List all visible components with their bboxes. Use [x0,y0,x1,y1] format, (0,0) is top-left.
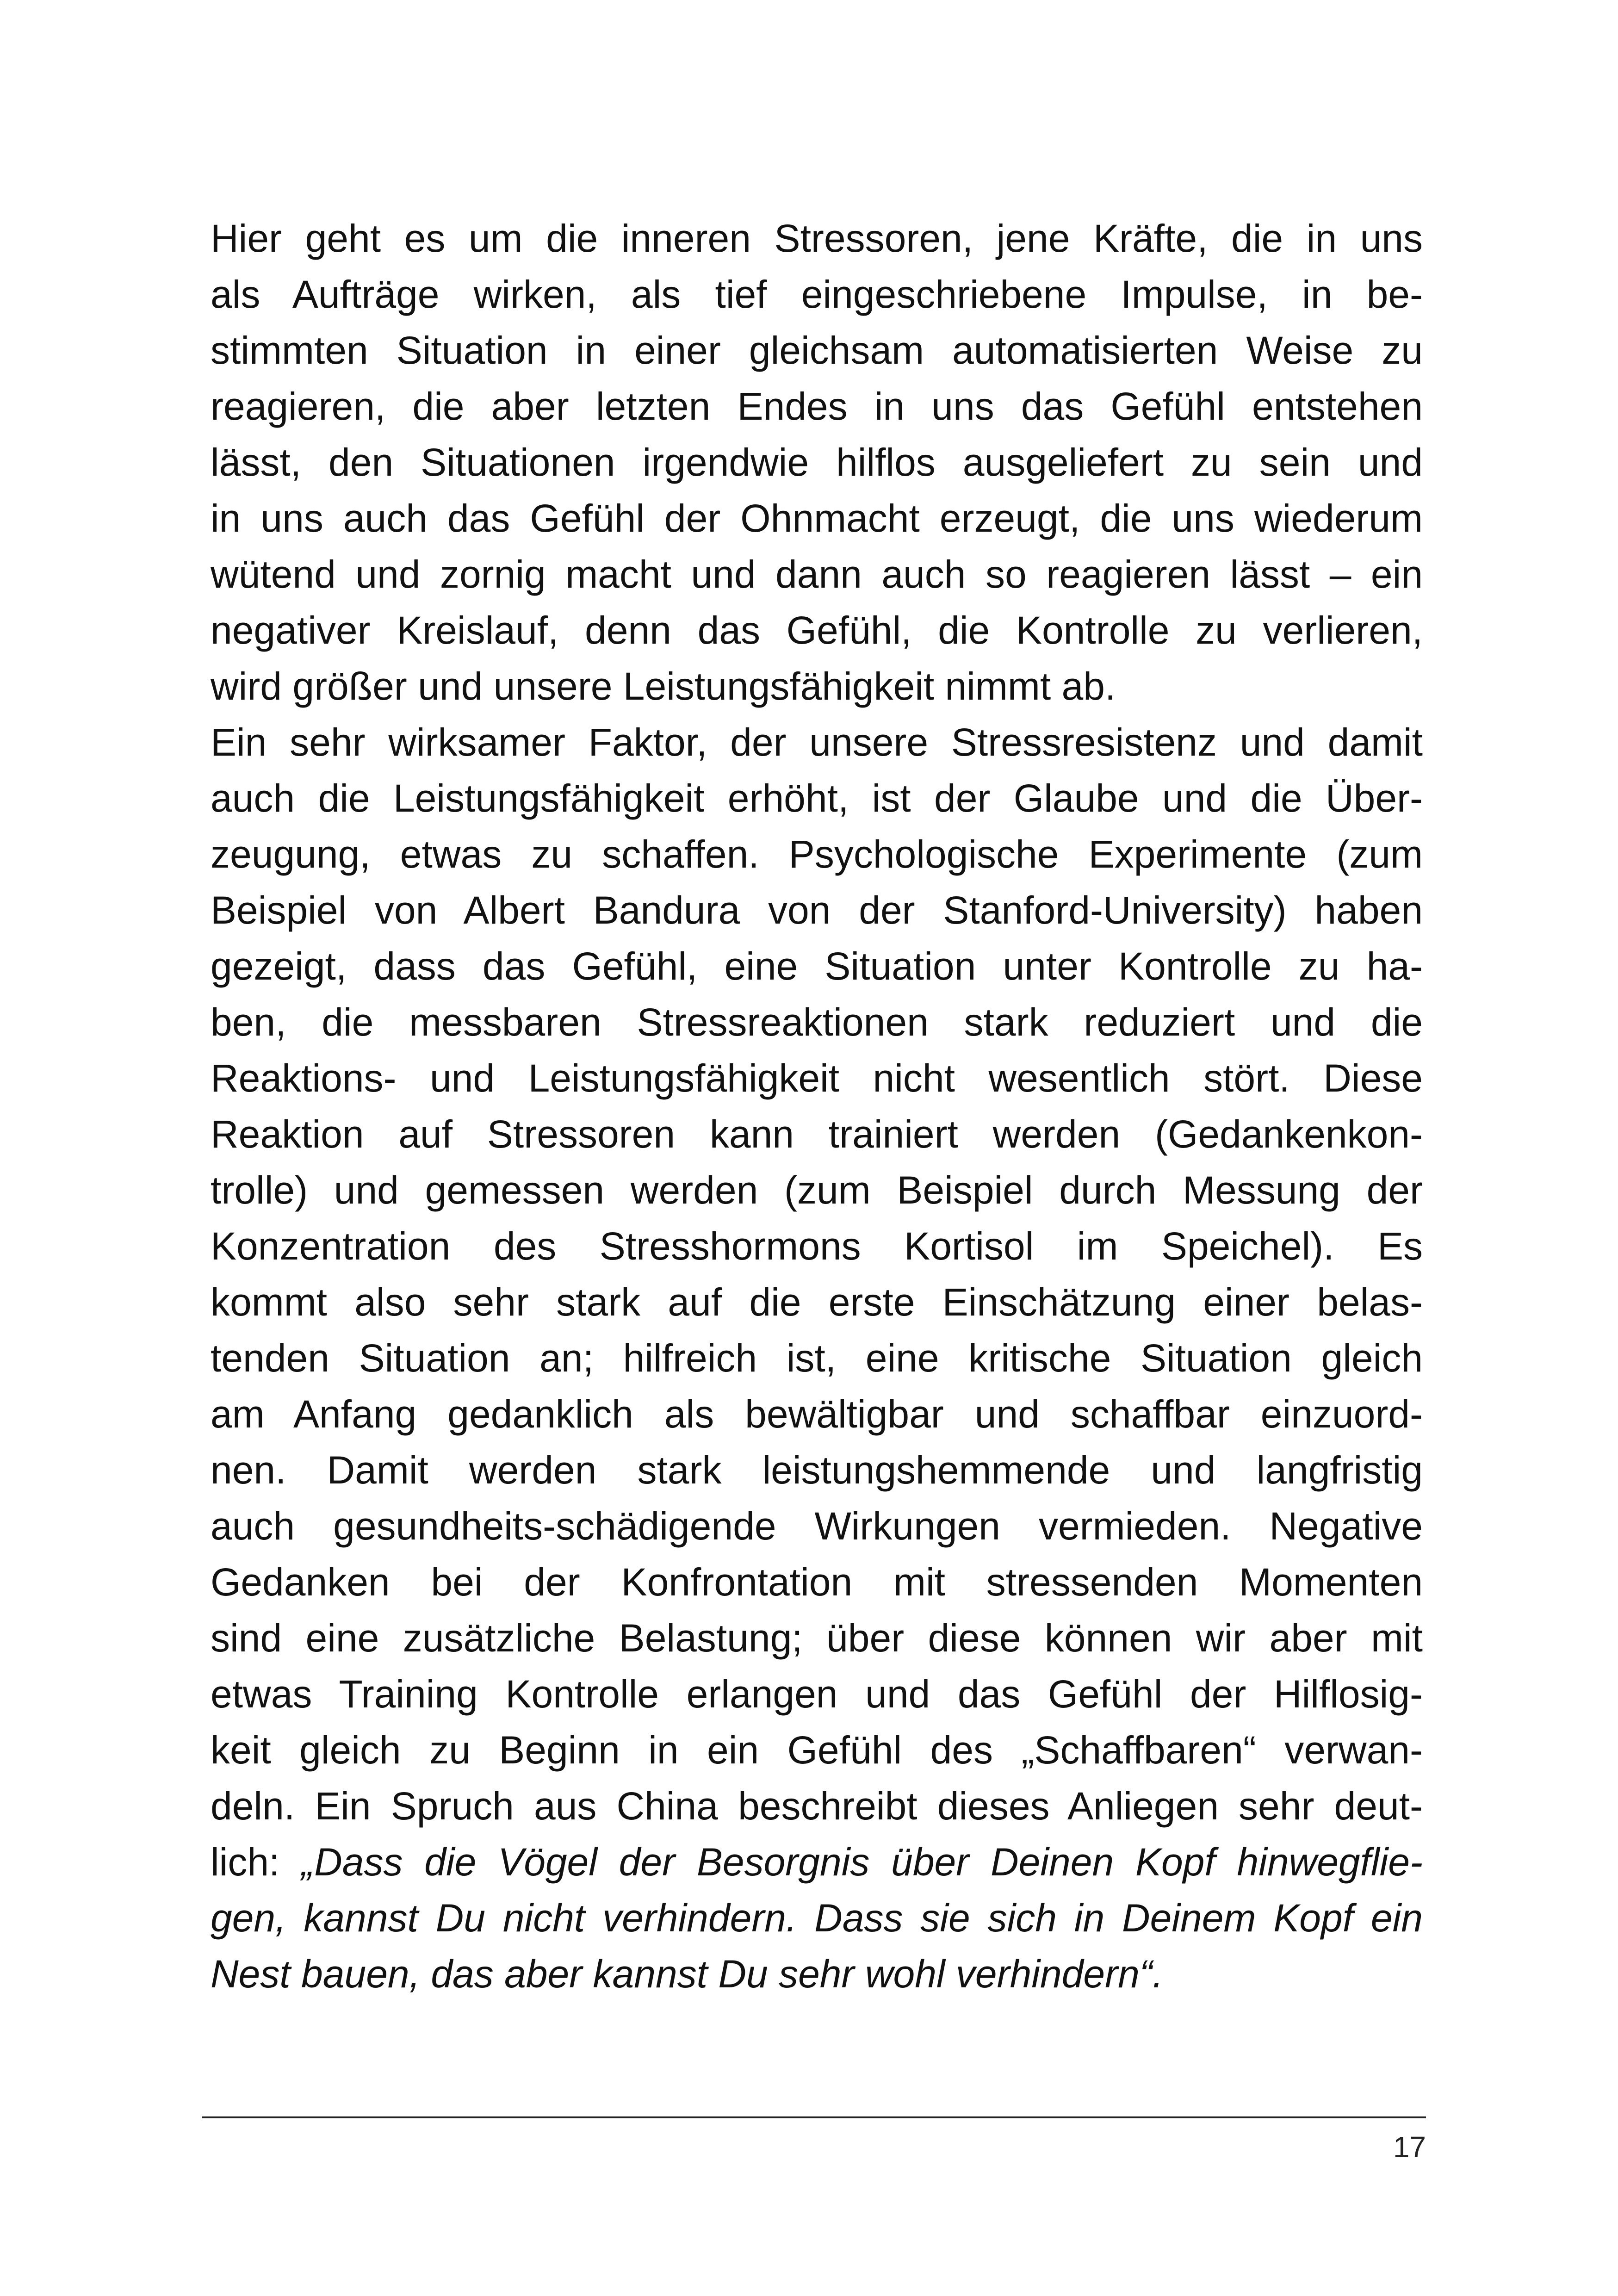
text-line: etwas Training Kontrolle erlangen und das Gefühl der Hilflosig- [211,1672,1423,1716]
text-line: auch gesundheits-schädigende Wirkungen vermieden. Negative [211,1504,1423,1548]
text-line: Reaktion auf Stressoren kann trainiert werden (Gedankenkon- [211,1112,1423,1156]
text-line: nen. Damit werden stark leistungshemmende und langfristig [211,1448,1423,1492]
page-number: 17 [1393,2130,1426,2164]
text-line: trolle) und gemessen werden (zum Beispiel durch Messung der [211,1168,1423,1212]
text-line: Hier geht es um die inneren Stressoren, jene Kräfte, die in uns [211,217,1423,260]
text-line: negativer Kreislauf, denn das Gefühl, die Kontrolle zu verlieren, [211,608,1423,652]
footer-divider [202,2116,1426,2118]
text-line: Gedanken bei der Konfrontation mit stressenden Momenten [211,1560,1423,1604]
text-line: Beispiel von Albert Bandura von der Stanford-University) haben [211,888,1423,932]
quote-text: „Dass die Vögel der Besorgnis über Deinen Kopf hinwegflie- [301,1840,1423,1884]
text-line: Konzentration des Stresshormons Kortisol im Speichel). Es [211,1224,1423,1268]
quote-line: gen, kannst Du nicht verhindern. Dass sie sich in Deinem Kopf ein [211,1896,1423,1940]
text-line: wütend und zornig macht und dann auch so reagieren lässt – ein [211,552,1423,596]
body-text [211,211,1423,2002]
text-line: auch die Leistungsfähigkeit erhöht, ist der Glaube und die Über- [211,776,1423,820]
text-line: sind eine zusätzliche Belastung; über diese können wir aber mit [211,1616,1423,1660]
text-line: keit gleich zu Beginn in ein Gefühl des „Schaffbaren“ verwan- [211,1728,1423,1772]
quote-first-line [211,1834,1423,1890]
text-line: ben, die messbaren Stressreaktionen stark reduziert und die [211,1000,1423,1044]
text-line: zeugung, etwas zu schaffen. Psychologische Experimente (zum [211,832,1423,876]
text-line: als Aufträge wirken, als tief eingeschriebene Impulse, in be- [211,273,1423,316]
text-line: wird größer und unsere Leistungsfähigkeit nimmt ab. [211,664,1116,708]
text-line: gezeigt, dass das Gefühl, eine Situation unter Kontrolle zu ha- [211,944,1423,988]
text-line: lässt, den Situationen irgendwie hilflos ausgeliefert zu sein und [211,441,1423,484]
quote-prefix: lich: [211,1840,302,1884]
text-line: am Anfang gedanklich als bewältigbar und schaffbar einzuord- [211,1392,1423,1436]
text-line: deln. Ein Spruch aus China beschreibt dieses Anliegen sehr deut- [211,1784,1423,1828]
text-line: Reaktions- und Leistungsfähigkeit nicht wesentlich stört. Diese [211,1056,1423,1100]
text-line: kommt also sehr stark auf die erste Einschätzung einer belas- [211,1280,1423,1324]
text-line: stimmten Situation in einer gleichsam automatisierten Weise zu [211,329,1423,372]
text-line: in uns auch das Gefühl der Ohnmacht erzeugt, die uns wiederum [211,496,1423,540]
text-line: Ein sehr wirksamer Faktor, der unsere Stressresistenz und damit [211,720,1423,764]
quote-line: Nest bauen, das aber kannst Du sehr wohl verhindern“. [211,1952,1164,1996]
text-line: tenden Situation an; hilfreich ist, eine kritische Situation gleich [211,1336,1423,1380]
text-line: reagieren, die aber letzten Endes in uns das Gefühl entstehen [211,385,1423,428]
